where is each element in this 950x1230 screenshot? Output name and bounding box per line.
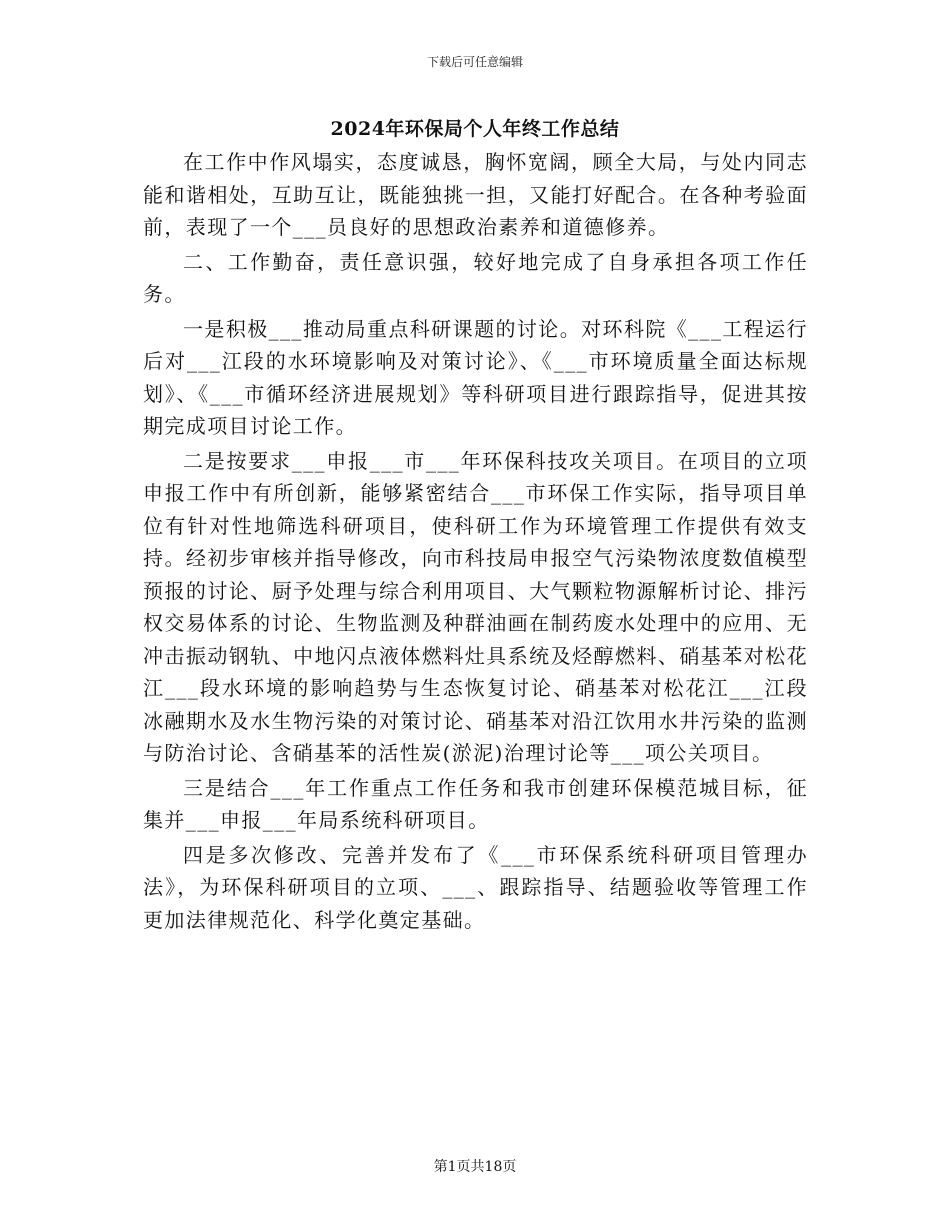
paragraph-1: 在工作中作风塌实，态度诚恳，胸怀宽阔，顾全大局，与处内同志能和谐相处，互助互让，既能独挑一担，又能打好配合。在各种考验面前，表现了一个___员良好的思想政治素养和道德修养。	[143, 150, 808, 239]
paragraph-5: 三是结合___年工作重点工作任务和我市创建环保模范城目标，征集并___申报___年局系统科研项目。	[143, 775, 808, 832]
paragraph-3: 一是积极___推动局重点科研课题的讨论。对环科院《___工程运行后对___江段的水环境影响及对策讨论》、《___市环境质量全面达标规划》、《___市循环经济进展规划》等科研项目进行跟踪指导，促进其按期完成项目讨论工作。	[143, 316, 808, 438]
page-footer: 第1页共18页	[433, 1159, 517, 1175]
paragraph-2: 二、工作勤奋，责任意识强，较好地完成了自身承担各项工作任务。	[143, 249, 808, 306]
document-title: 2024年环保局个人年终工作总结	[330, 118, 620, 140]
paragraph-6: 四是多次修改、完善并发布了《___市环保系统科研项目管理办法》，为环保科研项目的立项、___、跟踪指导、结题验收等管理工作更加法律规范化、科学化奠定基础。	[143, 842, 808, 932]
document-body	[143, 146, 808, 936]
paragraph-4: 二是按要求___申报___市___年环保科技攻关项目。在项目的立项申报工作中有所创新，能够紧密结合___市环保工作实际，指导项目单位有针对性地筛选科研项目，使科研工作为环境管理工作提供有效支持。经初步审核并指导修改，向市科技局申报空气污染物浓度数值模型预报的讨论、厨予处理与综合利用项目、大气颗粒物源解析讨论、排污权交易体系的讨论、生物监测及种群油画在制药废水处理中的应用、无冲击振动钢轨、中地闪点液体燃料灶具系统及烃醇燃料、硝基苯对松花江___段水环境的影响趋势与生态恢复讨论、硝基苯对松花江___江段冰融期水及水生物污染的对策讨论、硝基苯对沿江饮用水井污染的监测与防治讨论、含硝基苯的活性炭(淤泥)治理讨论等___项公关项目。	[143, 448, 808, 765]
header-note: 下载后可任意编辑	[426, 55, 523, 69]
